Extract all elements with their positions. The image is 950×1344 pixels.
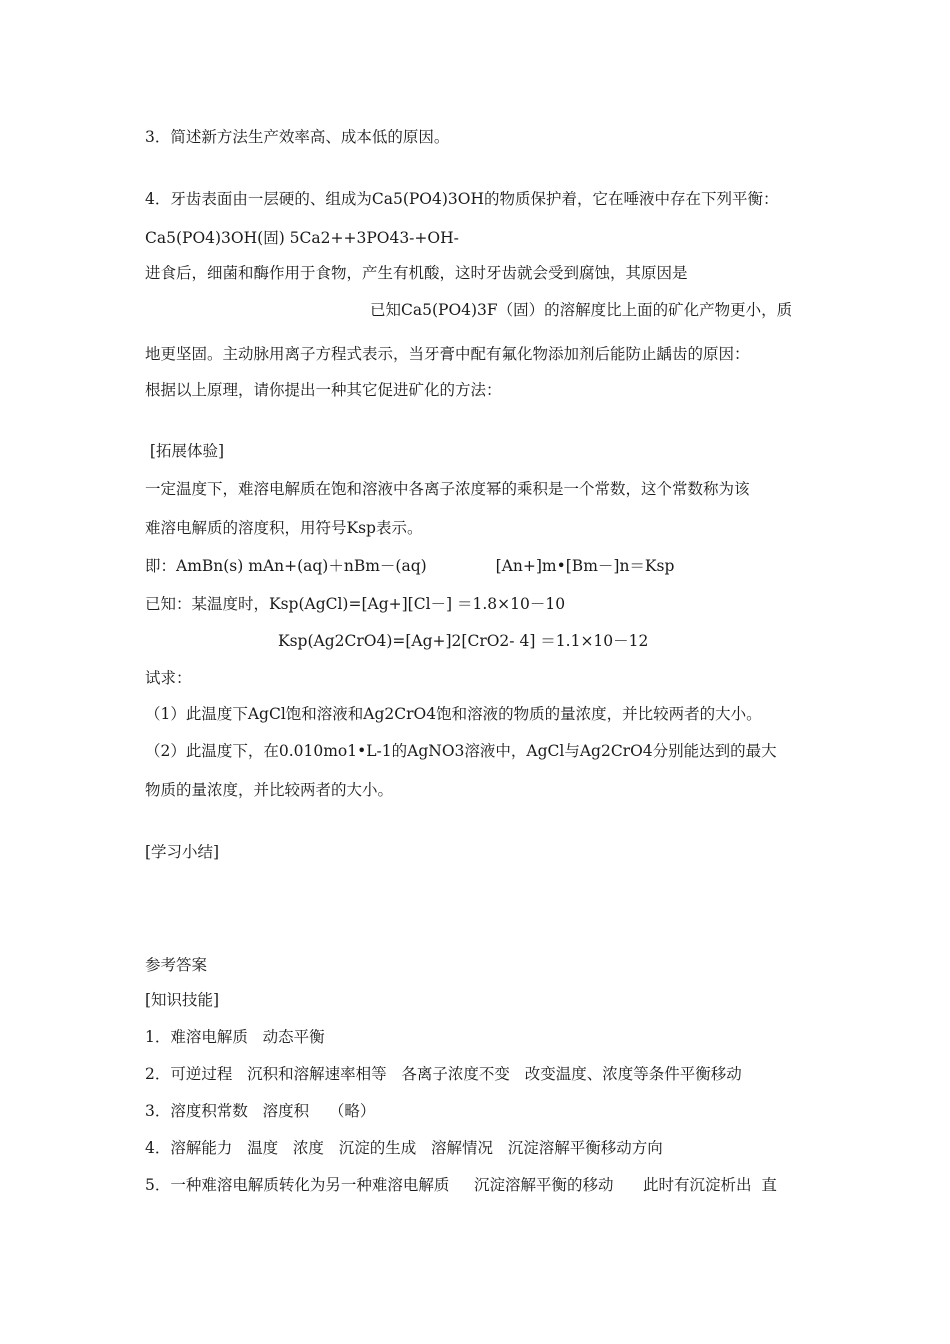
answer-item: 5．一种难溶电解质转化为另一种难溶电解质 沉淀溶解平衡的移动 此时有沉淀析出 直	[145, 1176, 777, 1194]
answer-item: 4．溶解能力 温度 浓度 沉淀的生成 溶解情况 沉淀溶解平衡移动方向	[145, 1139, 663, 1157]
sub-question-2: （2）此温度下，在0.010mo1•L-1的AgNO3溶液中，AgCl与Ag2CrO4分别能达到的最大	[145, 742, 777, 760]
answers-heading: 参考答案	[145, 956, 208, 974]
question-4-text: 已知Ca5(PO4)3F（固）的溶解度比上面的矿化产物更小，质	[370, 301, 793, 319]
question-4-text: 根据以上原理，请你提出一种其它促进矿化的方法：	[145, 381, 502, 399]
answer-item: 1．难溶电解质 动态平衡	[145, 1028, 325, 1046]
prompt: 试求：	[145, 669, 192, 687]
question-4-text: 地更坚固。主动脉用离子方程式表示，当牙膏中配有氟化物添加剂后能防止龋齿的原因：	[145, 345, 750, 363]
question-4-text: 进食后，细菌和酶作用于食物，产生有机酸，这时牙齿就会受到腐蚀，其原因是	[145, 264, 688, 282]
question-4: 4．牙齿表面由一层硬的、组成为Ca5(PO4)3OH的物质保护着，它在唾液中存在下列平衡：	[145, 190, 779, 208]
question-3: 3．简述新方法生产效率高、成本低的原因。	[145, 128, 450, 146]
equilibrium-equation: Ca5(PO4)3OH(固) 5Ca2++3PO43-+OH-	[145, 229, 459, 247]
section-heading: [拓展体验]	[145, 442, 225, 460]
section-heading: [学习小结]	[145, 843, 220, 861]
paragraph: 难溶电解质的溶度积，用符号Ksp表示。	[145, 519, 423, 537]
paragraph: 一定温度下，难溶电解质在饱和溶液中各离子浓度幂的乘积是一个常数，这个常数称为该	[145, 480, 750, 498]
section-heading: [知识技能]	[145, 991, 220, 1009]
ksp-ag2cro4: Ksp(Ag2CrO4)=[Ag+]2[CrO2- 4] ＝1.1×10－12	[278, 632, 649, 650]
ksp-agcl: 已知：某温度时，Ksp(AgCl)=[Ag+][Cl－] ＝1.8×10－10	[145, 595, 566, 613]
sub-question-1: （1）此温度下AgCl饱和溶液和Ag2CrO4饱和溶液的物质的量浓度，并比较两者的大小。	[145, 705, 762, 723]
sub-question-2: 物质的量浓度，并比较两者的大小。	[145, 781, 394, 799]
ksp-formula: 即：AmBn(s) mAn+(aq)＋nBm－(aq) [An+]m•[Bm－]n＝Ksp	[145, 557, 675, 575]
answer-item: 2．可逆过程 沉积和溶解速率相等 各离子浓度不变 改变温度、浓度等条件平衡移动	[145, 1065, 742, 1083]
answer-item: 3．溶度积常数 溶度积 （略）	[145, 1102, 376, 1120]
